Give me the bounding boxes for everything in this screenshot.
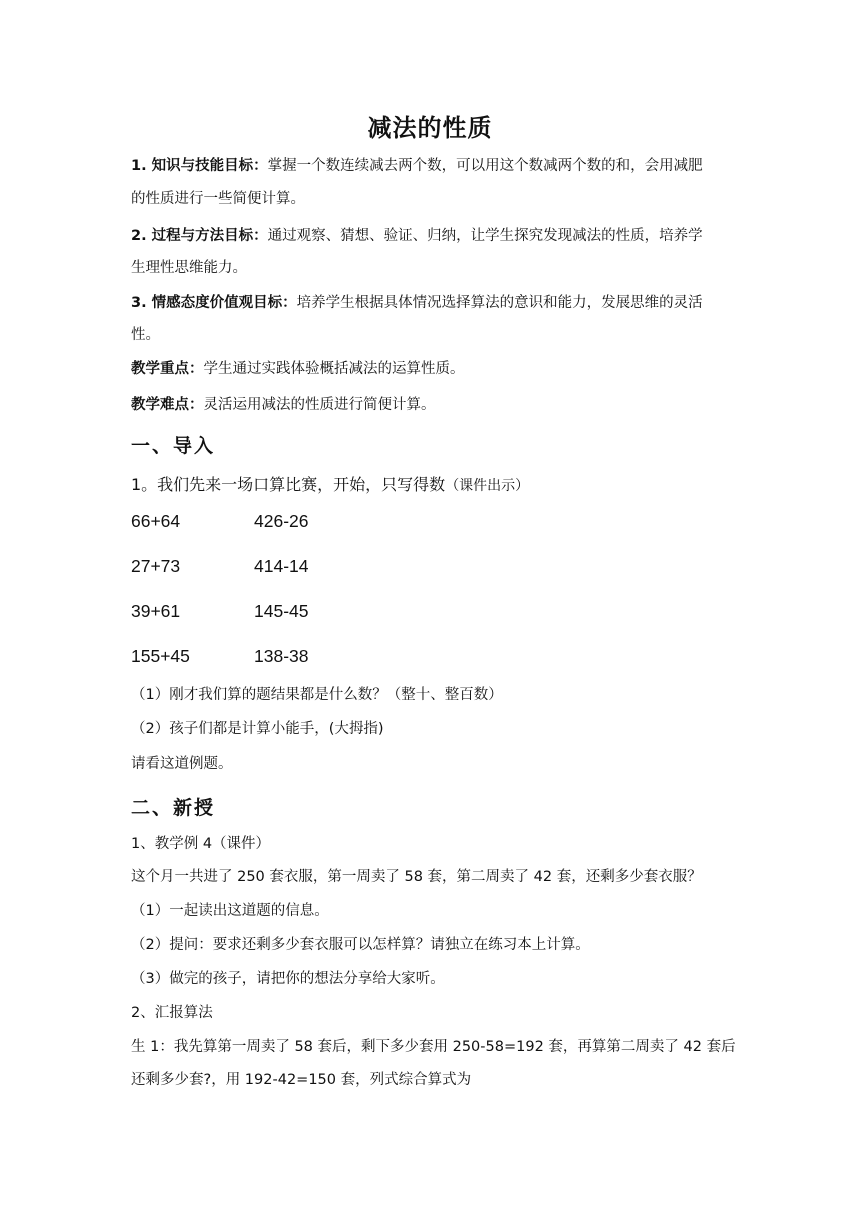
- objective-3-line-2: 性。: [131, 327, 160, 343]
- difficult-point-text: 灵活运用减法的性质进行简便计算。: [203, 397, 436, 413]
- objective-3-text: 培养学生根据具体情况选择算法的意识和能力，发展思维的灵活: [296, 295, 703, 311]
- question-3: 请看这道例题。: [131, 756, 233, 772]
- exercise-1-left: 66+64: [131, 511, 181, 531]
- intro-note: （课件出示）: [445, 478, 530, 494]
- section-1-intro: [131, 472, 529, 495]
- objective-2-label: 2. 过程与方法目标：: [131, 228, 268, 244]
- objective-3-label: 3. 情感态度价值观目标：: [131, 295, 297, 311]
- step-1: （1）一起读出这道题的信息。: [131, 903, 329, 919]
- key-point-text: 学生通过实践体验概括减法的运算性质。: [203, 361, 465, 377]
- key-point-label: 教学重点：: [131, 361, 204, 377]
- objective-1-line-1: [131, 156, 703, 176]
- section-2-heading: 二、新授: [131, 797, 216, 819]
- section-1-heading: 一、导入: [131, 435, 216, 457]
- report-method: 2、汇报算法: [131, 1005, 213, 1021]
- exercise-2-left: 27+73: [131, 556, 181, 576]
- exercise-3-right: 145-45: [254, 601, 309, 621]
- objective-1-label: 1. 知识与技能目标：: [131, 158, 268, 174]
- exercise-4-left: 155+45: [131, 646, 190, 666]
- exercise-4-right: 138-38: [254, 646, 309, 666]
- key-point: [131, 359, 465, 379]
- objective-3-line-1: [131, 293, 703, 313]
- objective-2-line-2: 生理性思维能力。: [131, 260, 247, 276]
- exercise-1-right: 426-26: [254, 511, 309, 531]
- difficult-point-label: 教学难点：: [131, 397, 204, 413]
- step-2: （2）提问：要求还剩多少套衣服可以怎样算？请独立在练习本上计算。: [131, 937, 590, 953]
- answer-line-1: 生 1：我先算第一周卖了 58 套后，剩下多少套用 250-58=192 套，再算第二周卖了 42 套后: [131, 1039, 736, 1055]
- exercise-2-right: 414-14: [254, 556, 309, 576]
- problem-statement: 这个月一共进了 250 套衣服，第一周卖了 58 套，第二周卖了 42 套，还剩多少套衣服？: [131, 869, 702, 885]
- objective-2-line-1: [131, 226, 703, 246]
- answer-line-2: 还剩多少套?，用 192-42=150 套，列式综合算式为: [131, 1072, 472, 1088]
- question-2: （2）孩子们都是计算小能手，(大拇指): [131, 721, 384, 737]
- intro-main: 1。我们先来一场口算比赛，开始，只写得数: [131, 475, 446, 494]
- page-title: 减法的性质: [367, 114, 493, 142]
- objective-2-text: 通过观察、猜想、验证、归纳，让学生探究发现减法的性质，培养学: [267, 228, 703, 244]
- difficult-point: [131, 395, 436, 415]
- exercise-3-left: 39+61: [131, 601, 181, 621]
- step-3: （3）做完的孩子，请把你的想法分享给大家听。: [131, 971, 445, 987]
- objective-1-line-2: 的性质进行一些简便计算。: [131, 191, 305, 207]
- objective-1-text: 掌握一个数连续减去两个数，可以用这个数减两个数的和，会用减肥: [267, 158, 703, 174]
- teaching-example: 1、教学例 4（课件）: [131, 836, 271, 852]
- question-1: （1）刚才我们算的题结果都是什么数？（整十、整百数）: [131, 687, 503, 703]
